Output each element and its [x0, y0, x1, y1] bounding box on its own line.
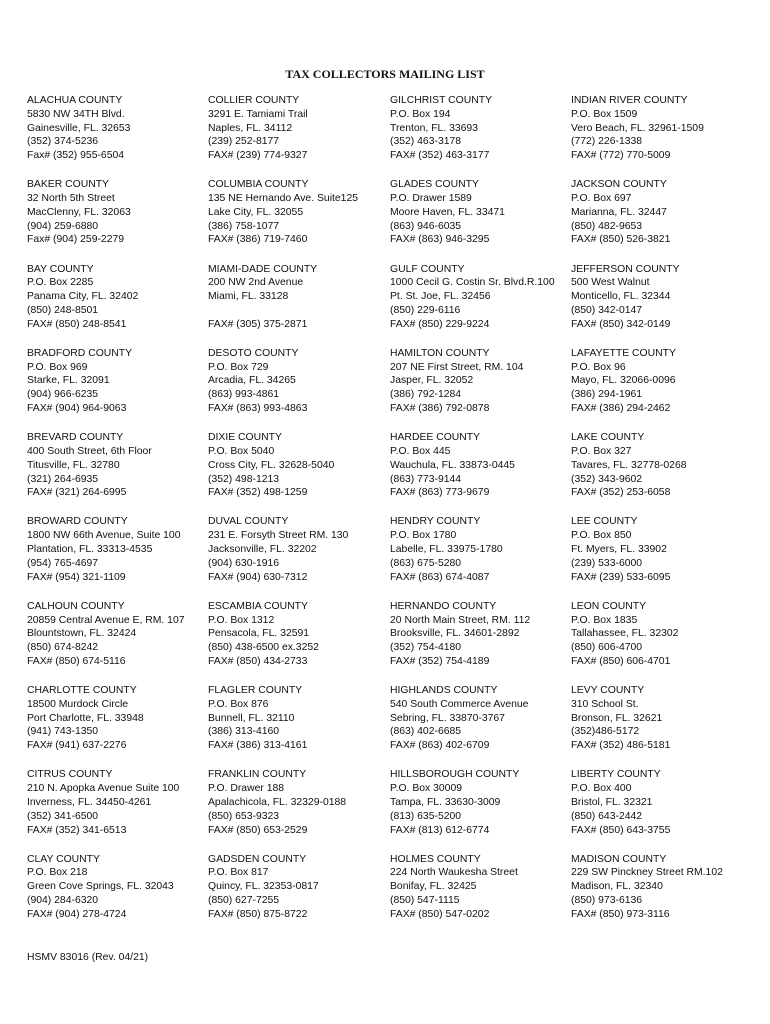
county-entry — [390, 600, 568, 684]
address-line: FAX# (941) 637-2276 — [27, 740, 127, 752]
address-line: 231 E. Forsyth Street RM. 130 — [208, 530, 349, 542]
county-entry — [208, 600, 386, 684]
address-line: FAX# (813) 612-6774 — [390, 824, 490, 836]
address-line: (850) 606-4700 — [571, 642, 643, 654]
address-line: 310 School St. — [571, 698, 639, 710]
address-line: 540 South Commerce Avenue — [390, 698, 529, 710]
address-line: Fax# (352) 955-6504 — [27, 150, 125, 162]
address-line — [208, 304, 386, 318]
address-line: (386) 758-1077 — [208, 220, 280, 232]
county-name: CITRUS COUNTY — [27, 769, 113, 781]
address-line: P.O. Box 2285 — [27, 277, 94, 289]
address-line: P.O. Box 969 — [27, 361, 88, 373]
address-line: Arcadia, FL. 34265 — [208, 375, 296, 387]
address-line: 135 NE Hernando Ave. Suite125 — [208, 193, 359, 205]
address-line: Pt. St. Joe, FL. 32456 — [390, 291, 491, 303]
address-line: 20859 Central Avenue E, RM. 107 — [27, 614, 185, 626]
county-entry — [571, 600, 761, 684]
address-line: (352) 498-1213 — [208, 473, 280, 485]
address-line: (850) 248-8501 — [27, 304, 99, 316]
address-line: FAX# (386) 294-2462 — [571, 403, 671, 415]
address-line: Starke, FL. 32091 — [27, 375, 110, 387]
county-name: FRANKLIN COUNTY — [208, 769, 307, 781]
county-name: DESOTO COUNTY — [208, 347, 299, 359]
form-number-footer: HSMV 83016 (Rev. 04/21) — [27, 952, 149, 963]
address-line: FAX# (386) 719-7460 — [208, 234, 308, 246]
address-line: FAX# (305) 375-2871 — [208, 318, 308, 330]
address-line: (386) 294-1961 — [571, 389, 643, 401]
address-line: P.O. Drawer 1589 — [390, 193, 472, 205]
county-name: HENDRY COUNTY — [390, 516, 481, 528]
county-name: LEVY COUNTY — [571, 685, 645, 697]
county-name: CHARLOTTE COUNTY — [27, 685, 137, 697]
county-name: LIBERTY COUNTY — [571, 769, 661, 781]
county-name: BROWARD COUNTY — [27, 516, 128, 528]
county-name: JACKSON COUNTY — [571, 179, 667, 191]
address-line: P.O. Box 218 — [27, 867, 88, 879]
county-entry — [208, 853, 386, 937]
address-line: (850) 674-8242 — [27, 642, 99, 654]
address-line: Bonifay, FL. 32425 — [390, 881, 477, 893]
county-name: BAKER COUNTY — [27, 179, 109, 191]
address-line: Pensacola, FL. 32591 — [208, 628, 310, 640]
address-line: P.O. Box 850 — [571, 530, 632, 542]
address-line: 210 N. Apopka Avenue Suite 100 — [27, 783, 180, 795]
county-name: HOLMES COUNTY — [390, 853, 481, 865]
county-entry — [390, 853, 568, 937]
address-line: (850) 229-6116 — [390, 304, 461, 316]
address-line: FAX# (239) 533-6095 — [571, 571, 671, 583]
address-line: FAX# (850) 547-0202 — [390, 908, 490, 920]
address-line: Titusville, FL. 32780 — [27, 459, 120, 471]
county-entry — [27, 347, 205, 431]
column-2 — [208, 94, 386, 937]
county-name: CLAY COUNTY — [27, 853, 100, 865]
column-3 — [390, 94, 568, 937]
address-line: Marianna, FL. 32447 — [571, 206, 667, 218]
address-line: (904) 630-1916 — [208, 557, 280, 569]
county-entry — [390, 347, 568, 431]
address-line: (321) 264-6935 — [27, 473, 99, 485]
address-line: Bronson, FL. 32621 — [571, 712, 663, 724]
county-name: BRADFORD COUNTY — [27, 347, 133, 359]
address-line: (850) 342-0147 — [571, 304, 643, 316]
county-name: LEON COUNTY — [571, 600, 647, 612]
address-line: FAX# (863) 946-3295 — [390, 234, 490, 246]
address-line: Miami, FL. 33128 — [208, 291, 289, 303]
address-line: P.O. Box 876 — [208, 698, 269, 710]
county-name: GLADES COUNTY — [390, 179, 479, 191]
county-entry — [571, 768, 761, 852]
county-name: INDIAN RIVER COUNTY — [571, 95, 688, 106]
address-line: 5830 NW 34TH Blvd. — [27, 108, 125, 120]
address-line: FAX# (904) 964-9063 — [27, 403, 127, 415]
county-entry — [27, 684, 205, 768]
county-entry — [571, 347, 761, 431]
address-line: (850) 482-9653 — [571, 220, 643, 232]
county-entry — [571, 94, 761, 178]
address-line: Bunnell, FL. 32110 — [208, 712, 295, 724]
address-line: (850) 653-9323 — [208, 810, 280, 822]
address-line: 224 North Waukesha Street — [390, 867, 518, 879]
address-line: (239) 533-6000 — [571, 557, 643, 569]
address-line: FAX# (850) 973-3116 — [571, 908, 670, 920]
county-name: HIGHLANDS COUNTY — [390, 685, 498, 697]
address-line: 1000 Cecil G. Costin Sr. Blvd.R.100 — [390, 277, 555, 289]
county-entry — [27, 515, 205, 599]
address-line: Green Cove Springs, FL. 32043 — [27, 881, 174, 893]
address-line: 32 North 5th Street — [27, 193, 115, 205]
address-line: FAX# (850) 653-2529 — [208, 824, 308, 836]
address-line: Fax# (904) 259-2279 — [27, 234, 125, 246]
county-entry — [571, 853, 761, 937]
county-name: LAFAYETTE COUNTY — [571, 347, 676, 359]
county-name: BREVARD COUNTY — [27, 432, 124, 444]
address-line: FAX# (850) 643-3755 — [571, 824, 671, 836]
address-line: (954) 765-4697 — [27, 557, 99, 569]
address-line: P.O. Box 5040 — [208, 445, 275, 457]
address-line: 200 NW 2nd Avenue — [208, 277, 304, 289]
address-line: Lake City, FL. 32055 — [208, 206, 304, 218]
county-entry — [27, 178, 205, 262]
address-line: (850) 627-7255 — [208, 895, 280, 907]
address-line: 207 NE First Street, RM. 104 — [390, 361, 524, 373]
address-line: P.O. Box 96 — [571, 361, 626, 373]
address-line: Cross City, FL. 32628-5040 — [208, 459, 335, 471]
address-line: P.O. Box 445 — [390, 445, 451, 457]
county-name: ESCAMBIA COUNTY — [208, 600, 308, 612]
address-line: 1800 NW 66th Avenue, Suite 100 — [27, 530, 181, 542]
county-name: COLUMBIA COUNTY — [208, 179, 309, 191]
county-entry — [208, 178, 386, 262]
county-entry — [390, 768, 568, 852]
address-line: FAX# (386) 792-0878 — [390, 403, 490, 415]
address-line: Ft. Myers, FL. 33902 — [571, 544, 667, 556]
address-line: (813) 635-5200 — [390, 810, 462, 822]
address-line: (352)486-5172 — [571, 726, 640, 738]
county-entry — [571, 431, 761, 515]
address-line: 229 SW Pinckney Street RM.102 — [571, 867, 723, 879]
address-line: Naples, FL. 34112 — [208, 122, 293, 134]
county-entry — [390, 263, 568, 347]
address-line: Mayo, FL. 32066-0096 — [571, 375, 676, 387]
address-line: Tampa, FL. 33630-3009 — [390, 796, 501, 808]
address-line: (352) 343-9602 — [571, 473, 643, 485]
address-line: P.O. Box 729 — [208, 361, 269, 373]
county-entry — [208, 515, 386, 599]
address-line: (352) 374-5236 — [27, 136, 99, 148]
county-name: DIXIE COUNTY — [208, 432, 282, 444]
address-line: Quincy, FL. 32353-0817 — [208, 881, 319, 893]
address-line: (352) 754-4180 — [390, 642, 462, 654]
address-line: FAX# (352) 498-1259 — [208, 487, 308, 499]
column-4 — [571, 94, 761, 937]
address-line: (352) 341-6500 — [27, 810, 99, 822]
address-line: (904) 966-6235 — [27, 389, 99, 401]
address-line: 500 West Walnut — [571, 277, 650, 289]
county-entry — [571, 263, 761, 347]
address-line: FAX# (954) 321-1109 — [27, 571, 126, 583]
address-line: Tallahassee, FL. 32302 — [571, 628, 679, 640]
county-name: HARDEE COUNTY — [390, 432, 481, 444]
county-name: CALHOUN COUNTY — [27, 600, 125, 612]
address-line: (863) 402-6685 — [390, 726, 462, 738]
address-line: (850) 643-2442 — [571, 810, 643, 822]
county-name: LAKE COUNTY — [571, 432, 645, 444]
address-line: (850) 547-1115 — [390, 895, 460, 907]
address-line: Tavares, FL. 32778-0268 — [571, 459, 687, 471]
county-entry — [390, 515, 568, 599]
address-line: (386) 313-4160 — [208, 726, 280, 738]
address-line: Jacksonville, FL. 32202 — [208, 544, 317, 556]
county-entry — [27, 263, 205, 347]
address-line: P.O. Box 697 — [571, 193, 632, 205]
address-line: Monticello, FL. 32344 — [571, 291, 671, 303]
address-line: FAX# (352) 486-5181 — [571, 740, 671, 752]
county-entry — [27, 431, 205, 515]
address-line: Port Charlotte, FL. 33948 — [27, 712, 144, 724]
address-line: Panama City, FL. 32402 — [27, 291, 139, 303]
address-line: 20 North Main Street, RM. 112 — [390, 614, 531, 626]
county-name: LEE COUNTY — [571, 516, 638, 528]
address-line: (386) 792-1284 — [390, 389, 462, 401]
address-line: (904) 259-6880 — [27, 220, 99, 232]
address-line: (850) 438-6500 ex.3252 — [208, 642, 319, 654]
address-line: FAX# (850) 526-3821 — [571, 234, 671, 246]
address-line: FAX# (239) 774-9327 — [208, 150, 308, 162]
address-line: FAX# (904) 278-4724 — [27, 908, 127, 920]
address-line: (352) 463-3178 — [390, 136, 462, 148]
county-name: HILLSBOROUGH COUNTY — [390, 769, 520, 781]
address-line: Brooksville, FL. 34601-2892 — [390, 628, 520, 640]
county-entry — [208, 768, 386, 852]
address-line: Wauchula, FL. 33873-0445 — [390, 459, 515, 471]
address-line: MacClenny, FL. 32063 — [27, 206, 131, 218]
county-entry — [208, 431, 386, 515]
address-line: FAX# (850) 342-0149 — [571, 318, 671, 330]
address-line: FAX# (352) 754-4189 — [390, 655, 490, 667]
address-line: Inverness, FL. 34450-4261 — [27, 796, 152, 808]
address-line: P.O. Box 30009 — [390, 783, 463, 795]
county-entry — [27, 768, 205, 852]
address-line: Madison, FL. 32340 — [571, 881, 663, 893]
address-line: (863) 946-6035 — [390, 220, 462, 232]
column-1 — [27, 94, 205, 937]
county-entry — [571, 178, 761, 262]
address-line: FAX# (850) 674-5116 — [27, 655, 126, 667]
address-line: FAX# (352) 341-6513 — [27, 824, 127, 836]
address-line: Moore Haven, FL. 33471 — [390, 206, 505, 218]
county-name: FLAGLER COUNTY — [208, 685, 303, 697]
address-line: Vero Beach, FL. 32961-1509 — [571, 122, 704, 134]
address-line: FAX# (850) 229-9224 — [390, 318, 490, 330]
address-line: P.O. Drawer 188 — [208, 783, 285, 795]
address-line: FAX# (352) 463-3177 — [390, 150, 490, 162]
county-name: GILCHRIST COUNTY — [390, 95, 492, 106]
address-line: P.O. Box 1509 — [571, 108, 638, 120]
address-line: (863) 993-4861 — [208, 389, 280, 401]
address-line: FAX# (321) 264-6995 — [27, 487, 127, 499]
address-line: P.O. Box 194 — [390, 108, 451, 120]
county-name: COLLIER COUNTY — [208, 95, 300, 106]
county-name: JEFFERSON COUNTY — [571, 263, 680, 275]
address-line: (863) 773-9144 — [390, 473, 462, 485]
address-line: P.O. Box 327 — [571, 445, 632, 457]
address-line: 18500 Murdock Circle — [27, 698, 129, 710]
address-line: FAX# (850) 248-8541 — [27, 318, 127, 330]
county-entry — [571, 515, 761, 599]
address-line: FAX# (772) 770-5009 — [571, 150, 671, 162]
address-line: FAX# (863) 674-4087 — [390, 571, 490, 583]
address-line: FAX# (850) 434-2733 — [208, 655, 308, 667]
address-line: FAX# (863) 993-4863 — [208, 403, 308, 415]
address-line: Blountstown, FL. 32424 — [27, 628, 137, 640]
county-entry — [390, 684, 568, 768]
page-title: TAX COLLECTORS MAILING LIST — [285, 67, 485, 81]
address-line: (863) 675-5280 — [390, 557, 462, 569]
county-entry — [208, 94, 386, 178]
address-line: Jasper, FL. 32052 — [390, 375, 474, 387]
county-entry — [390, 94, 568, 178]
address-line: FAX# (863) 773-9679 — [390, 487, 490, 499]
address-line: Labelle, FL. 33975-1780 — [390, 544, 503, 556]
county-entry — [390, 431, 568, 515]
address-line: Plantation, FL. 33313-4535 — [27, 544, 153, 556]
address-line: FAX# (850) 875-8722 — [208, 908, 308, 920]
address-line: (941) 743-1350 — [27, 726, 99, 738]
county-entry — [208, 684, 386, 768]
county-entry — [208, 263, 386, 347]
address-line: P.O. Box 1312 — [208, 614, 275, 626]
address-line: FAX# (904) 630-7312 — [208, 571, 308, 583]
address-line: 400 South Street, 6th Floor — [27, 445, 152, 457]
county-entry — [571, 684, 761, 768]
address-line: FAX# (386) 313-4161 — [208, 740, 308, 752]
address-line: P.O. Box 1780 — [390, 530, 457, 542]
county-name: MADISON COUNTY — [571, 853, 667, 865]
address-line: P.O. Box 400 — [571, 783, 632, 795]
county-name: HAMILTON COUNTY — [390, 347, 490, 359]
county-entry — [208, 347, 386, 431]
county-name: MIAMI-DADE COUNTY — [208, 263, 318, 275]
address-line: Apalachicola, FL. 32329-0188 — [208, 796, 347, 808]
county-entry — [27, 94, 205, 178]
county-name: GULF COUNTY — [390, 263, 465, 275]
county-entry — [27, 600, 205, 684]
address-line: FAX# (850) 606-4701 — [571, 655, 671, 667]
address-line: FAX# (863) 402-6709 — [390, 740, 490, 752]
address-line: (904) 284-6320 — [27, 895, 99, 907]
address-line: Sebring, FL. 33870-3767 — [390, 712, 505, 724]
county-entry — [390, 178, 568, 262]
address-line: Trenton, FL. 33693 — [390, 122, 478, 134]
address-line: (850) 973-6136 — [571, 895, 643, 907]
county-name: DUVAL COUNTY — [208, 516, 289, 528]
county-name: GADSDEN COUNTY — [208, 853, 307, 865]
address-line: Gainesville, FL. 32653 — [27, 122, 131, 134]
county-name: HERNANDO COUNTY — [390, 600, 497, 612]
address-line: (772) 226-1338 — [571, 136, 643, 148]
address-line: P.O. Box 1835 — [571, 614, 638, 626]
address-line: 3291 E. Tamiami Trail — [208, 108, 308, 120]
county-name: ALACHUA COUNTY — [27, 95, 123, 106]
address-line: Bristol, FL. 32321 — [571, 796, 653, 808]
county-entry — [27, 853, 205, 937]
address-line: (239) 252-8177 — [208, 136, 280, 148]
address-line: P.O. Box 817 — [208, 867, 269, 879]
county-name: BAY COUNTY — [27, 263, 94, 275]
address-line: FAX# (352) 253-6058 — [571, 487, 671, 499]
